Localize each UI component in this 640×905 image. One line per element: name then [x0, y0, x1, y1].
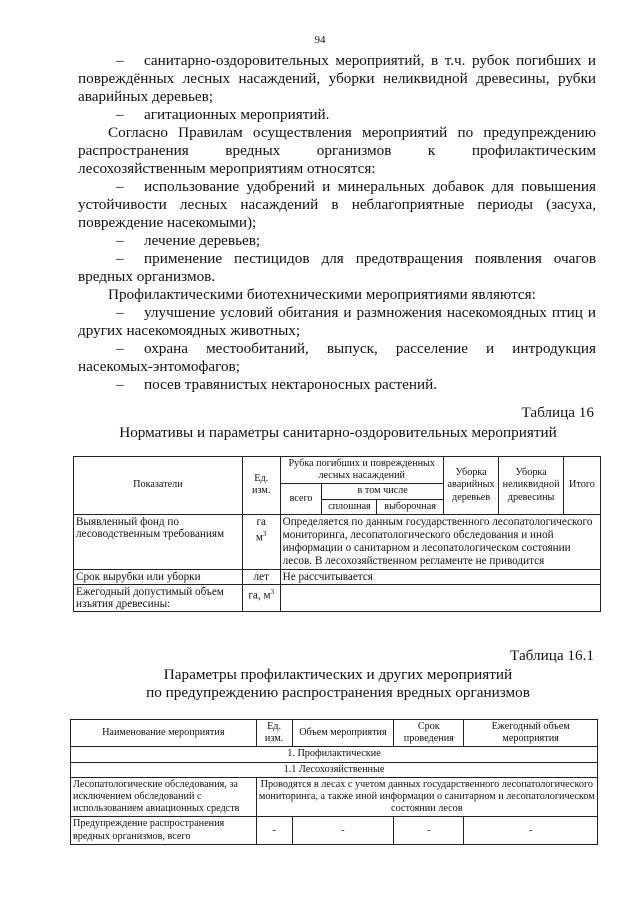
row-value: Определяется по данным государственного лесопатологического мониторинга, лесопатологического обследования и иной информации о санитарном и лесопатологическом состоянии лесов. В лесохозяйственном регламенте не приводится — [280, 514, 600, 569]
list-item-text: охрана местообитаний, выпуск, расселение и интродукция насекомых-энтомофагов; — [78, 340, 596, 375]
th-illiquid: Уборка неликвидной древесины — [499, 457, 564, 515]
list-item-text: посев травянистых нектароносных растений. — [144, 376, 438, 393]
paragraph-rules: Согласно Правилам осуществления мероприятий по предупреждению распространения вредных организмов к профилактическим лесохозяйственным мероприятиям относятся: — [78, 124, 596, 177]
row-annual: - — [464, 817, 598, 844]
list-item — [78, 52, 596, 106]
section-forestry: 1.1 Лесохозяйственные — [71, 762, 598, 777]
unit-sup: 3 — [270, 588, 275, 597]
row-name: Ежегодный допустимый объем изъятия древесины: — [74, 585, 243, 612]
th-clear: сплошная — [322, 499, 377, 514]
table-row — [71, 817, 598, 844]
list-dash: – — [116, 250, 124, 267]
th-term: Срок проведения — [394, 720, 464, 747]
table-row — [74, 569, 601, 584]
list-dash: – — [116, 376, 124, 393]
th-unit: Ед. изм. — [242, 457, 280, 515]
table16-1 — [70, 719, 598, 845]
row-value: Не рассчитывается — [280, 569, 600, 584]
row-value: Проводятся в лесах с учетом данных государственного лесопатологического мониторинга, а также иной информации о санитарном и лесопатологическом состоянии лесов — [256, 777, 597, 817]
list-item-text: лечение деревьев; — [144, 232, 261, 249]
th-annual: Ежегодный объем мероприятия — [464, 720, 598, 747]
list-dash: – — [116, 340, 124, 357]
th-including: в том числе — [322, 484, 443, 499]
table16 — [73, 456, 601, 612]
table-row — [74, 514, 601, 569]
row-name: Выявленный фонд по лесоводственным требованиям — [74, 514, 243, 569]
th-selective: выборочная — [377, 499, 443, 514]
list-dash: – — [116, 178, 124, 195]
unit-sup: 3 — [263, 530, 267, 539]
th-indicators: Показатели — [74, 457, 243, 515]
list-item-text: агитационных мероприятий. — [144, 106, 330, 123]
table-row — [71, 777, 598, 817]
table16-1-title-line1: Параметры профилактических и других мероприятий — [163, 666, 513, 683]
th-felling: Рубка погибших и поврежденных лесных насаждений — [280, 457, 443, 484]
th-name: Наименование мероприятия — [71, 720, 257, 747]
row-unit — [242, 514, 280, 569]
th-unit: Ед. изм. — [256, 720, 292, 747]
row-name: Предупреждение распространения вредных организмов, всего — [71, 817, 257, 844]
row-unit: - — [256, 817, 292, 844]
list-item-text: применение пестицидов для предотвращения появления очагов вредных организмов. — [78, 250, 596, 285]
unit-m: м — [255, 531, 264, 544]
table16-label: Таблица 16 — [521, 404, 594, 421]
table-row — [74, 585, 601, 612]
list-item — [78, 376, 596, 394]
table16-1-title-line2: по предупреждению распространения вредных организмов — [146, 684, 530, 701]
table16-title: Нормативы и параметры санитарно-оздоровительных мероприятий — [119, 424, 557, 441]
list-item — [78, 250, 596, 286]
list-dash: – — [116, 106, 124, 123]
list-item — [78, 232, 596, 250]
row-name: Лесопатологические обследования, за исключением обследований с использованием авиационных средств — [71, 777, 257, 817]
th-volume: Объем мероприятия — [292, 720, 394, 747]
body-text — [78, 52, 596, 394]
list-dash: – — [116, 52, 124, 69]
table16-1-label: Таблица 16.1 — [510, 647, 594, 664]
list-dash: – — [116, 232, 124, 249]
list-item — [78, 340, 596, 376]
unit-text: га, м — [248, 589, 271, 602]
row-volume: - — [292, 817, 394, 844]
section-prophylactic: 1. Профилактические — [71, 747, 598, 762]
list-dash: – — [116, 304, 124, 321]
list-item-text: улучшение условий обитания и размножения насекомоядных птиц и других насекомоядных животных; — [78, 304, 596, 339]
row-unit: лет — [242, 569, 280, 584]
th-sum: Итого — [563, 457, 600, 515]
paragraph-biotech: Профилактическими биотехническими мероприятиями являются: — [108, 286, 536, 303]
page-number: 94 — [314, 34, 326, 46]
row-term: - — [394, 817, 464, 844]
list-item-text: использование удобрений и минеральных добавок для повышения устойчивости лесных насаждений в неблагоприятные периоды (засуха, повреждение насекомыми); — [78, 178, 596, 231]
list-item — [78, 106, 596, 124]
list-item-text: санитарно-оздоровительных мероприятий, в т.ч. рубок погибших и повреждённых лесных насаждений, уборки неликвидной древесины, рубки аварийных деревьев; — [78, 52, 596, 105]
th-total: всего — [280, 484, 322, 514]
th-emergency: Уборка аварийных деревьев — [443, 457, 498, 515]
row-name: Срок вырубки или уборки — [74, 569, 243, 584]
list-item — [78, 304, 596, 340]
unit-ha: га — [256, 515, 266, 528]
list-item — [78, 178, 596, 232]
row-value — [280, 585, 600, 612]
row-unit — [242, 585, 280, 612]
